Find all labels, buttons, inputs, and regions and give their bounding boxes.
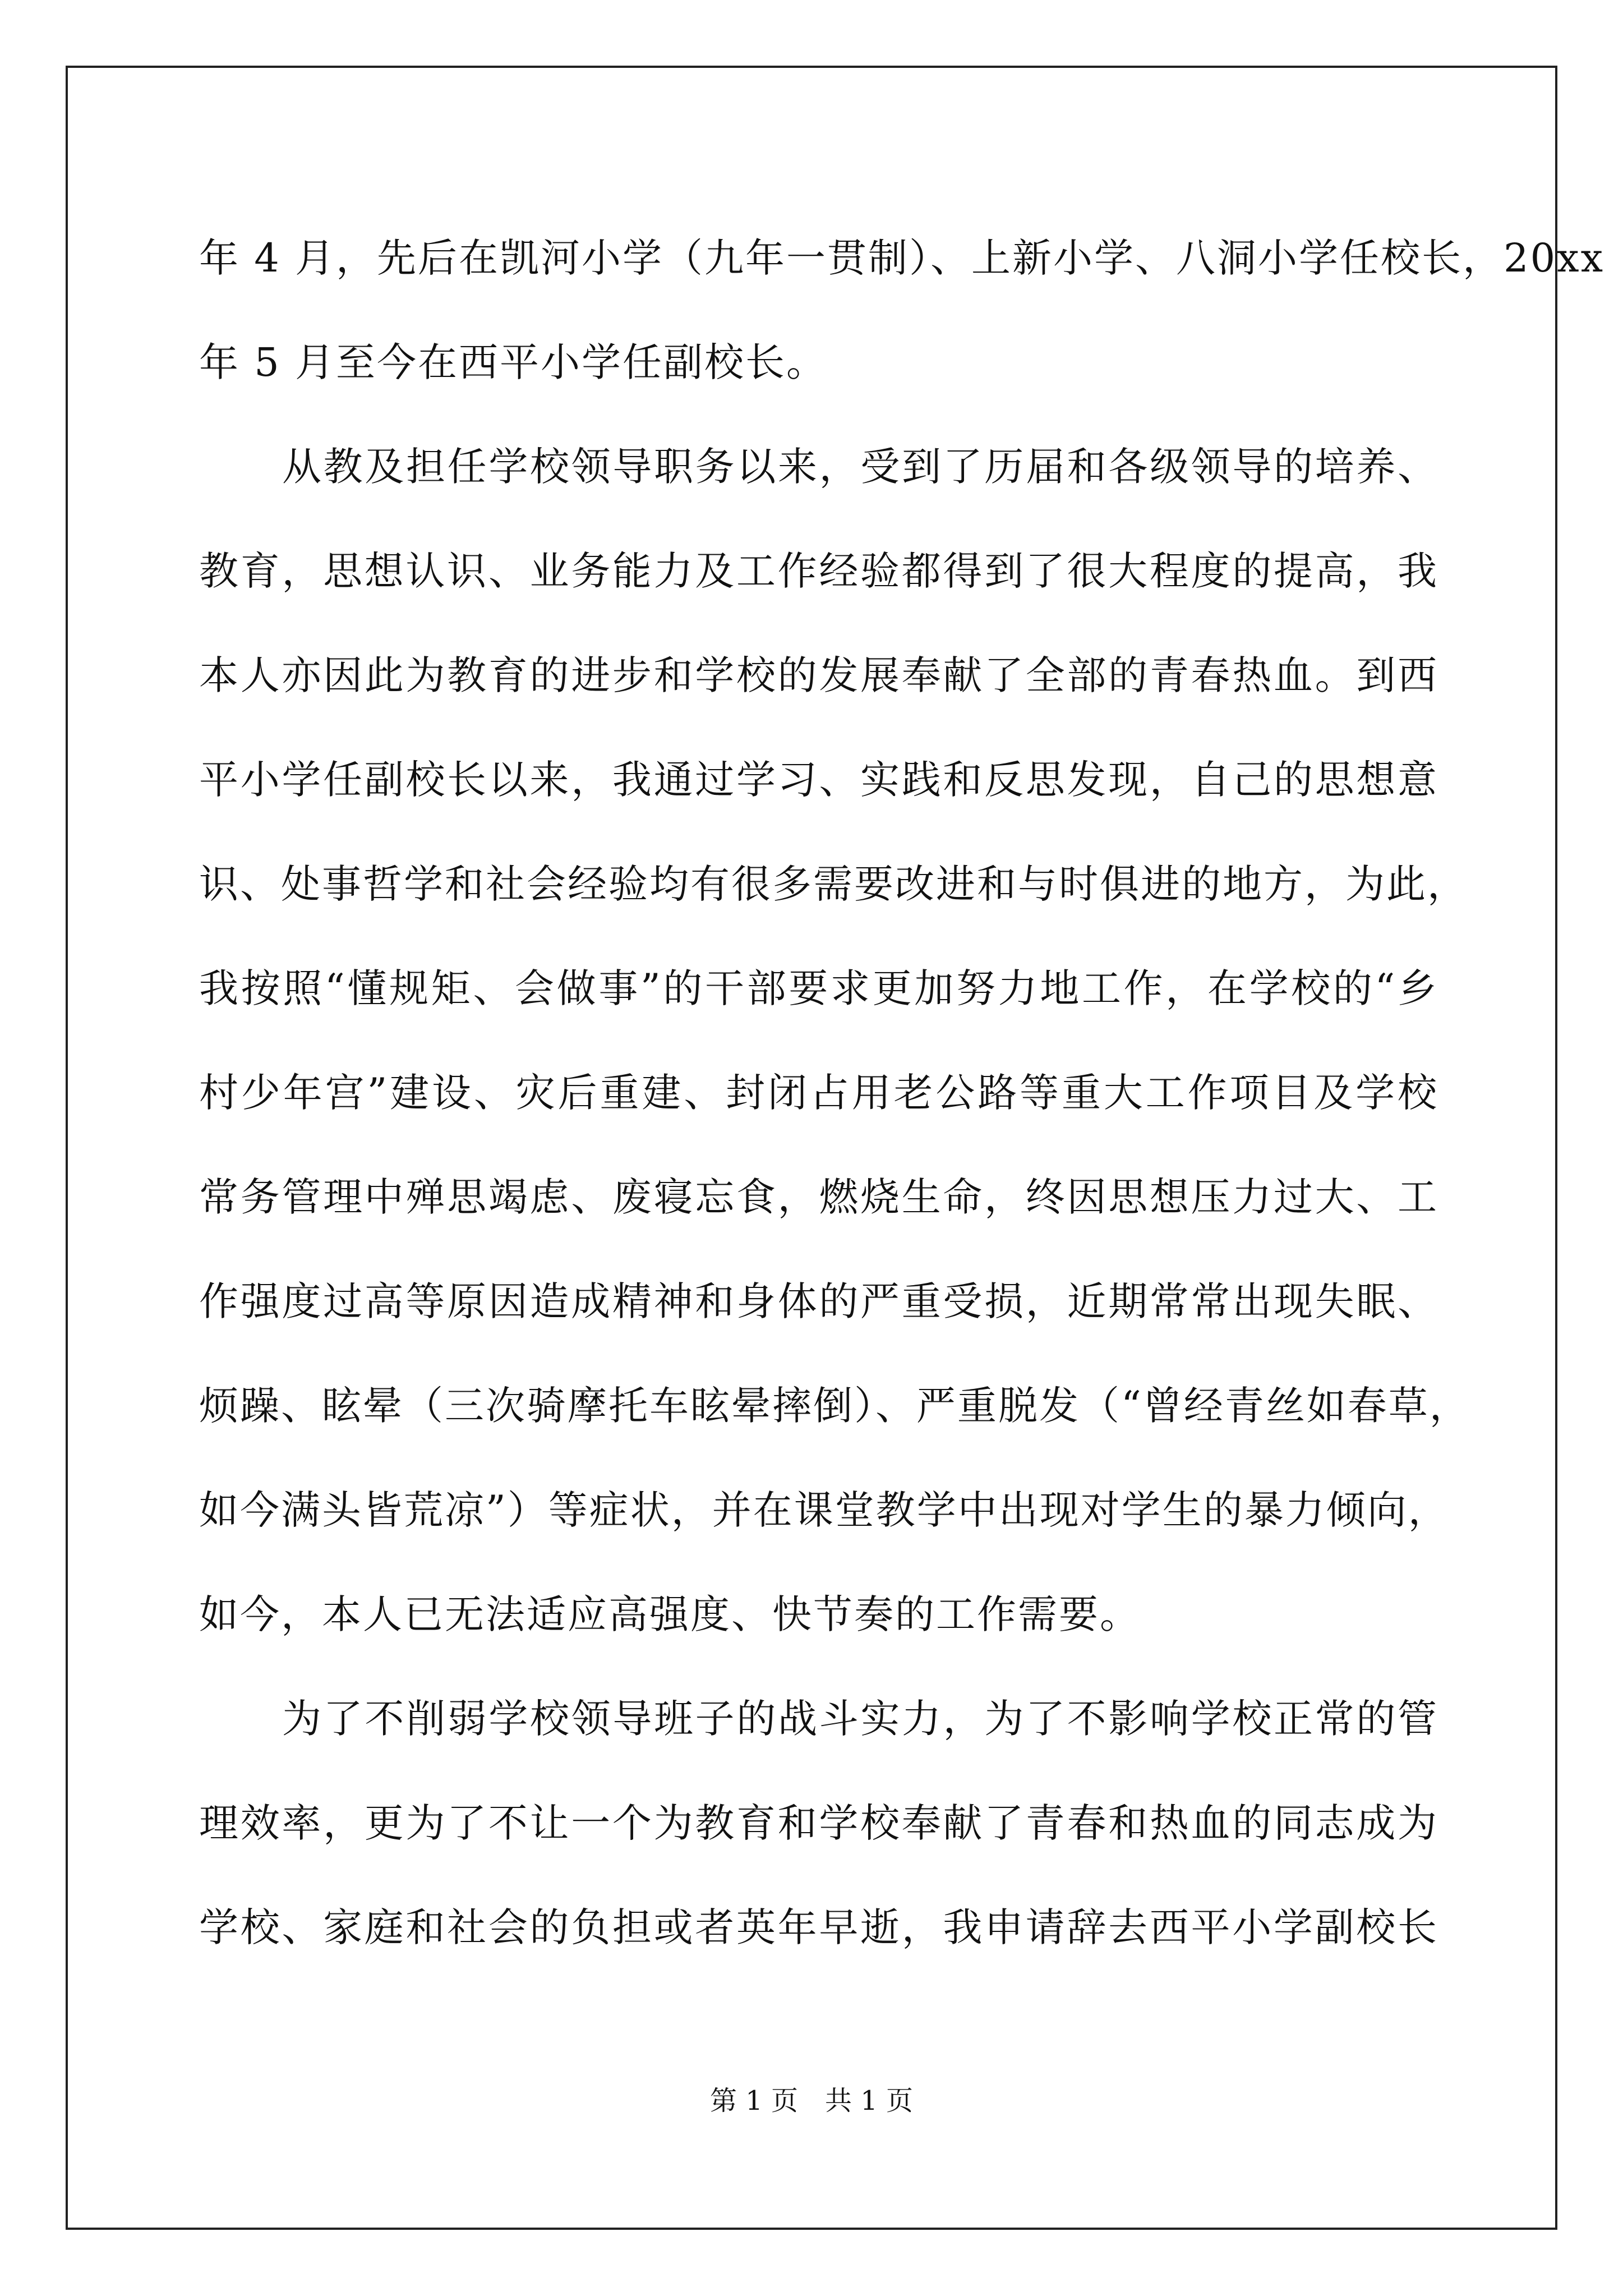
paragraph-line: 村少年宫”建设、灾后重建、封闭占用老公路等重大工作项目及学校	[199, 1070, 1438, 1116]
paragraph-line: 烦躁、眩晕（三次骑摩托车眩晕摔倒）、严重脱发（“曾经青丝如春草，	[199, 1383, 1470, 1429]
paragraph-line: 年 4 月，先后在凯河小学（九年一贯制）、上新小学、八洞小学任校长，20xx	[199, 235, 1605, 281]
paragraph-line: 平小学任副校长以来，我通过学习、实践和反思发现，自己的思想意	[199, 757, 1438, 803]
paragraph-line: 常务管理中殚思竭虑、废寝忘食，燃烧生命，终因思想压力过大、工	[199, 1174, 1438, 1220]
paragraph-line: 学校、家庭和社会的负担或者英年早逝，我申请辞去西平小学副校长	[199, 1904, 1438, 1950]
paragraph-line: 教育，思想认识、业务能力及工作经验都得到了很大程度的提高，我	[199, 548, 1438, 594]
paragraph-line: 如今，本人已无法适应高强度、快节奏的工作需要。	[199, 1591, 1141, 1637]
paragraph-line: 我按照“懂规矩、会做事”的干部要求更加努力地工作，在学校的“乡	[199, 965, 1438, 1011]
page-number-footer: 第 1 页 共 1 页	[709, 2085, 914, 2116]
paragraph-line: 本人亦因此为教育的进步和学校的发展奉献了全部的青春热血。到西	[199, 652, 1438, 698]
paragraph-line: 从教及担任学校领导职务以来，受到了历届和各级领导的培养、	[282, 444, 1438, 490]
paragraph-line: 为了不削弱学校领导班子的战斗实力，为了不影响学校正常的管	[282, 1696, 1438, 1742]
paragraph-line: 识、处事哲学和社会经验均有很多需要改进和与时俱进的地方，为此，	[199, 861, 1468, 907]
paragraph-line: 如今满头皆荒凉”）等症状，并在课堂教学中出现对学生的暴力倾向，	[199, 1487, 1449, 1533]
paragraph-line: 理效率，更为了不让一个为教育和学校奉献了青春和热血的同志成为	[199, 1800, 1438, 1846]
paragraph-line: 年 5 月至今在西平小学任副校长。	[199, 339, 828, 385]
paragraph-line: 作强度过高等原因造成精神和身体的严重受损，近期常常出现失眠、	[199, 1278, 1438, 1324]
